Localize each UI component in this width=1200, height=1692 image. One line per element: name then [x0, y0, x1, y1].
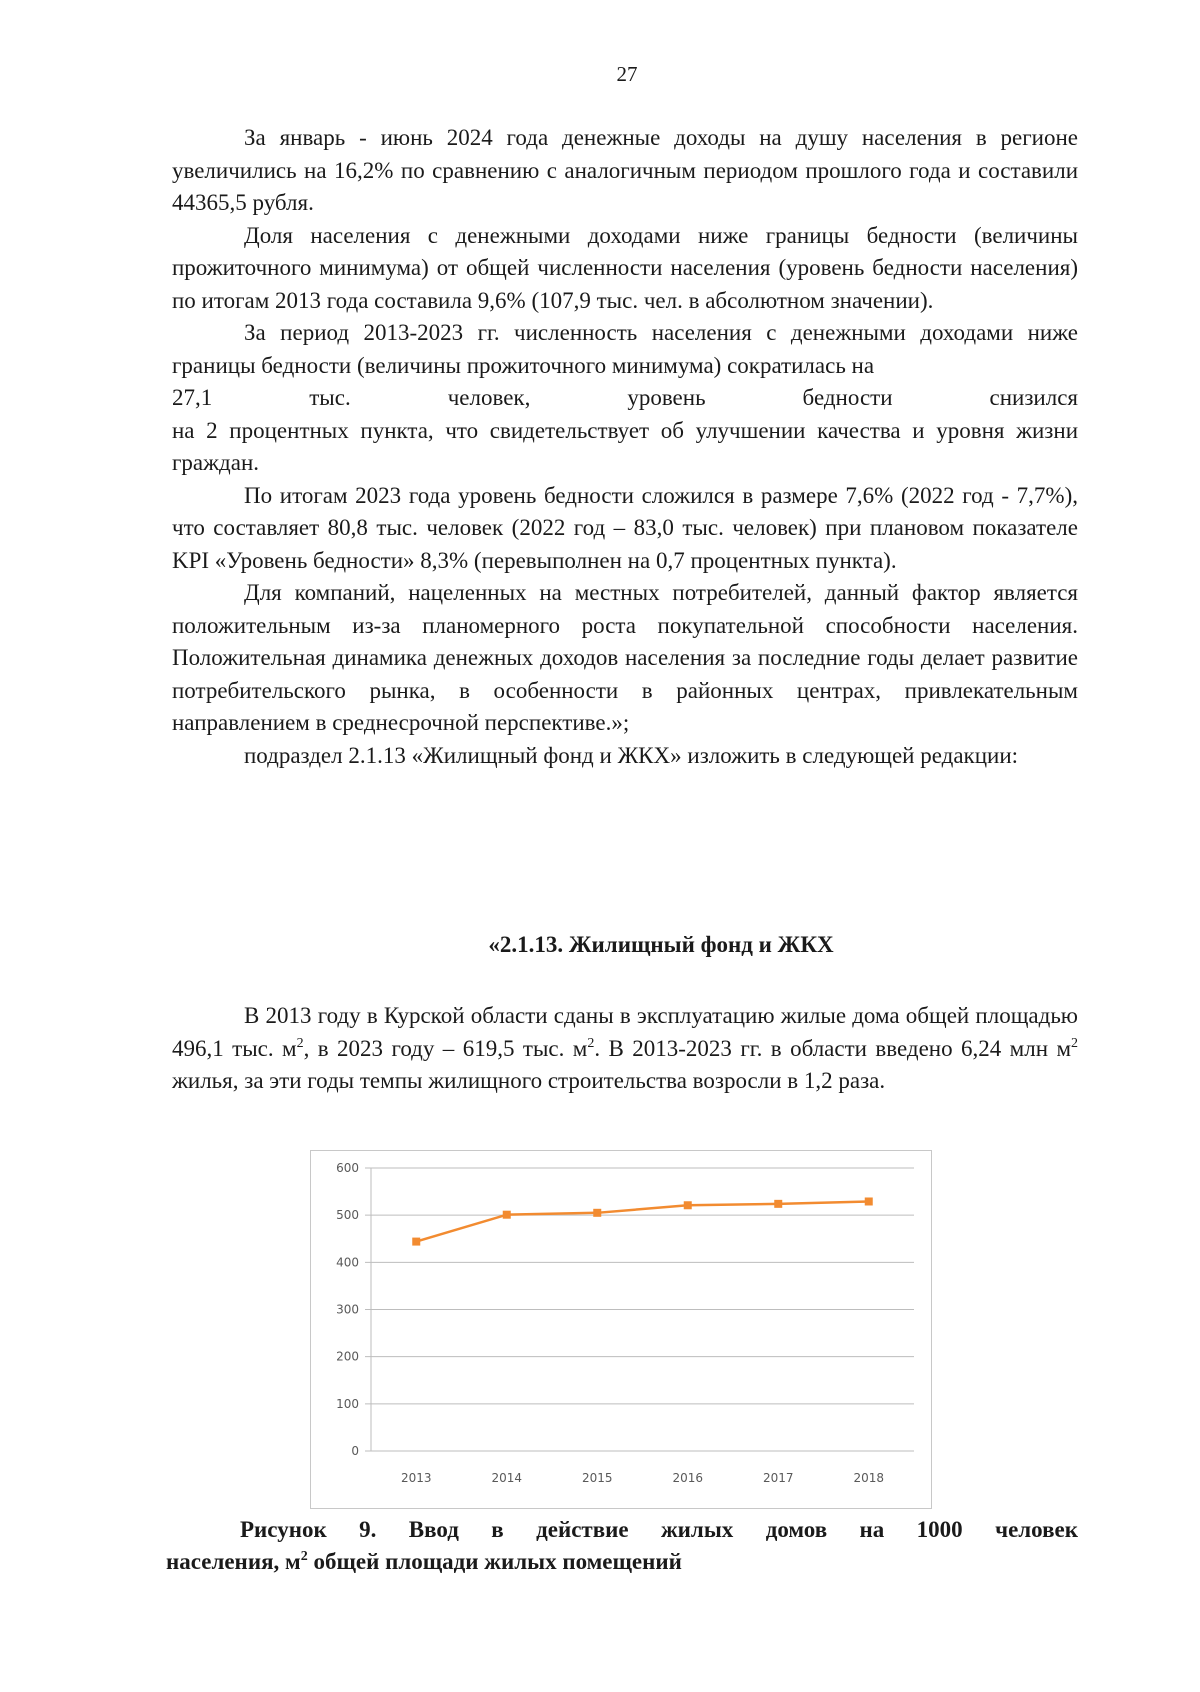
x-tick-label: 2016: [672, 1471, 704, 1485]
data-point: [412, 1238, 420, 1246]
paragraph-poverty-share: Доля населения с денежными доходами ниже границы бедности (величины прожиточного минимума) от общей численности населения (уровень бедности населения) по итогам 2013 года составила 9,6% (107,9 тыс. чел. в абсолютном значении).: [172, 222, 1078, 313]
paragraph-poverty-2023: По итогам 2023 года уровень бедности сложился в размере 7,6% (2022 год - 7,7%), что составляет 80,8 тыс. человек (2022 год – 83,0 тыс. человек) при плановом показателе KPI «Уровень бедности» 8,3% (перевыполнен на 0,7 процентных пункта).: [172, 482, 1078, 573]
paragraph-companies: Для компаний, нацеленных на местных потребителей, данный фактор является положительным из-за планомерного роста покупательной способности населения. Положительная динамика денежных доходов населения за последние годы делает развитие потребительского рынка, в особенности в районных центрах, привлекательным направлением в среднесрочной перспективе.»;: [172, 580, 1078, 735]
paragraph-poverty-period-line: 27,1 тыс. человек, уровень бедности снизился: [172, 385, 1078, 410]
x-tick-label: 2018: [853, 1471, 885, 1485]
superscript: 2: [1071, 1035, 1078, 1051]
series-line: [416, 1201, 869, 1241]
x-tick-label: 2017: [762, 1471, 794, 1485]
section-heading: [0, 932, 1200, 958]
superscript: 2: [296, 1035, 304, 1051]
data-point: [684, 1201, 692, 1209]
caption-line1: Рисунок 9. Ввод в действие жилых домов на 1000 человек: [240, 1517, 1078, 1542]
paragraph-poverty-period-end: на 2 процентных пункта, что свидетельствует об улучшении качества и уровня жизни граждан.: [172, 417, 1078, 475]
chart-svg: [311, 1151, 931, 1508]
x-tick-label: 2014: [491, 1471, 523, 1485]
data-point: [774, 1200, 782, 1208]
section-heading-text: «2.1.13. Жилищный фонд и ЖКХ: [488, 932, 834, 957]
housing-paragraph: [172, 1000, 1078, 1098]
x-tick-label: 2015: [581, 1471, 613, 1485]
housing-chart: [310, 1150, 932, 1509]
y-tick-label: 400: [336, 1255, 359, 1270]
y-tick-label: 200: [336, 1349, 359, 1364]
figure-caption: [166, 1514, 1078, 1578]
paragraph-subsection: подраздел 2.1.13 «Жилищный фонд и ЖКХ» изложить в следующей редакции:: [244, 742, 1019, 768]
paragraph-poverty-period: За период 2013-2023 гг. численность населения с денежными доходами ниже границы бедности (величины прожиточного минимума) сократилась на: [172, 320, 1078, 378]
page-number: 27: [616, 62, 638, 86]
superscript: 2: [300, 1549, 308, 1564]
caption-line2: [166, 1546, 1078, 1578]
data-point: [865, 1197, 873, 1205]
y-tick-label: 300: [336, 1302, 359, 1317]
data-point: [593, 1209, 601, 1217]
y-tick-label: 0: [351, 1444, 359, 1458]
y-tick-label: 100: [336, 1396, 359, 1411]
x-tick-label: 2013: [400, 1471, 432, 1485]
superscript: 2: [587, 1035, 595, 1051]
housing-text-part4: жилья, за эти годы темпы жилищного строительства возросли в 1,2 раза.: [172, 1068, 886, 1093]
body-text: [172, 122, 1078, 772]
housing-text-part3: . В 2013-2023 гг. в области введено 6,24 млн м: [594, 1035, 1071, 1061]
housing-paragraph-text: [172, 1000, 1078, 1098]
housing-text-part2: , в 2023 году – 619,5 тыс. м: [303, 1035, 588, 1061]
y-tick-label: 500: [336, 1208, 359, 1223]
paragraph-income: За январь - июнь 2024 года денежные доходы на душу населения в регионе увеличились на 16,2% по сравнению с аналогичным периодом прошлого года и составили 44365,5 рубля.: [172, 125, 1078, 215]
caption-text-b: общей площади жилых помещений: [307, 1549, 682, 1574]
y-tick-label: 600: [336, 1161, 359, 1175]
data-point: [503, 1211, 511, 1219]
housing-text-part1: В 2013 году в Курской области сданы в эксплуатацию жилые дома общей площадью 496,1 тыс. м: [172, 1003, 1078, 1061]
caption-text-a: населения, м: [166, 1549, 301, 1574]
